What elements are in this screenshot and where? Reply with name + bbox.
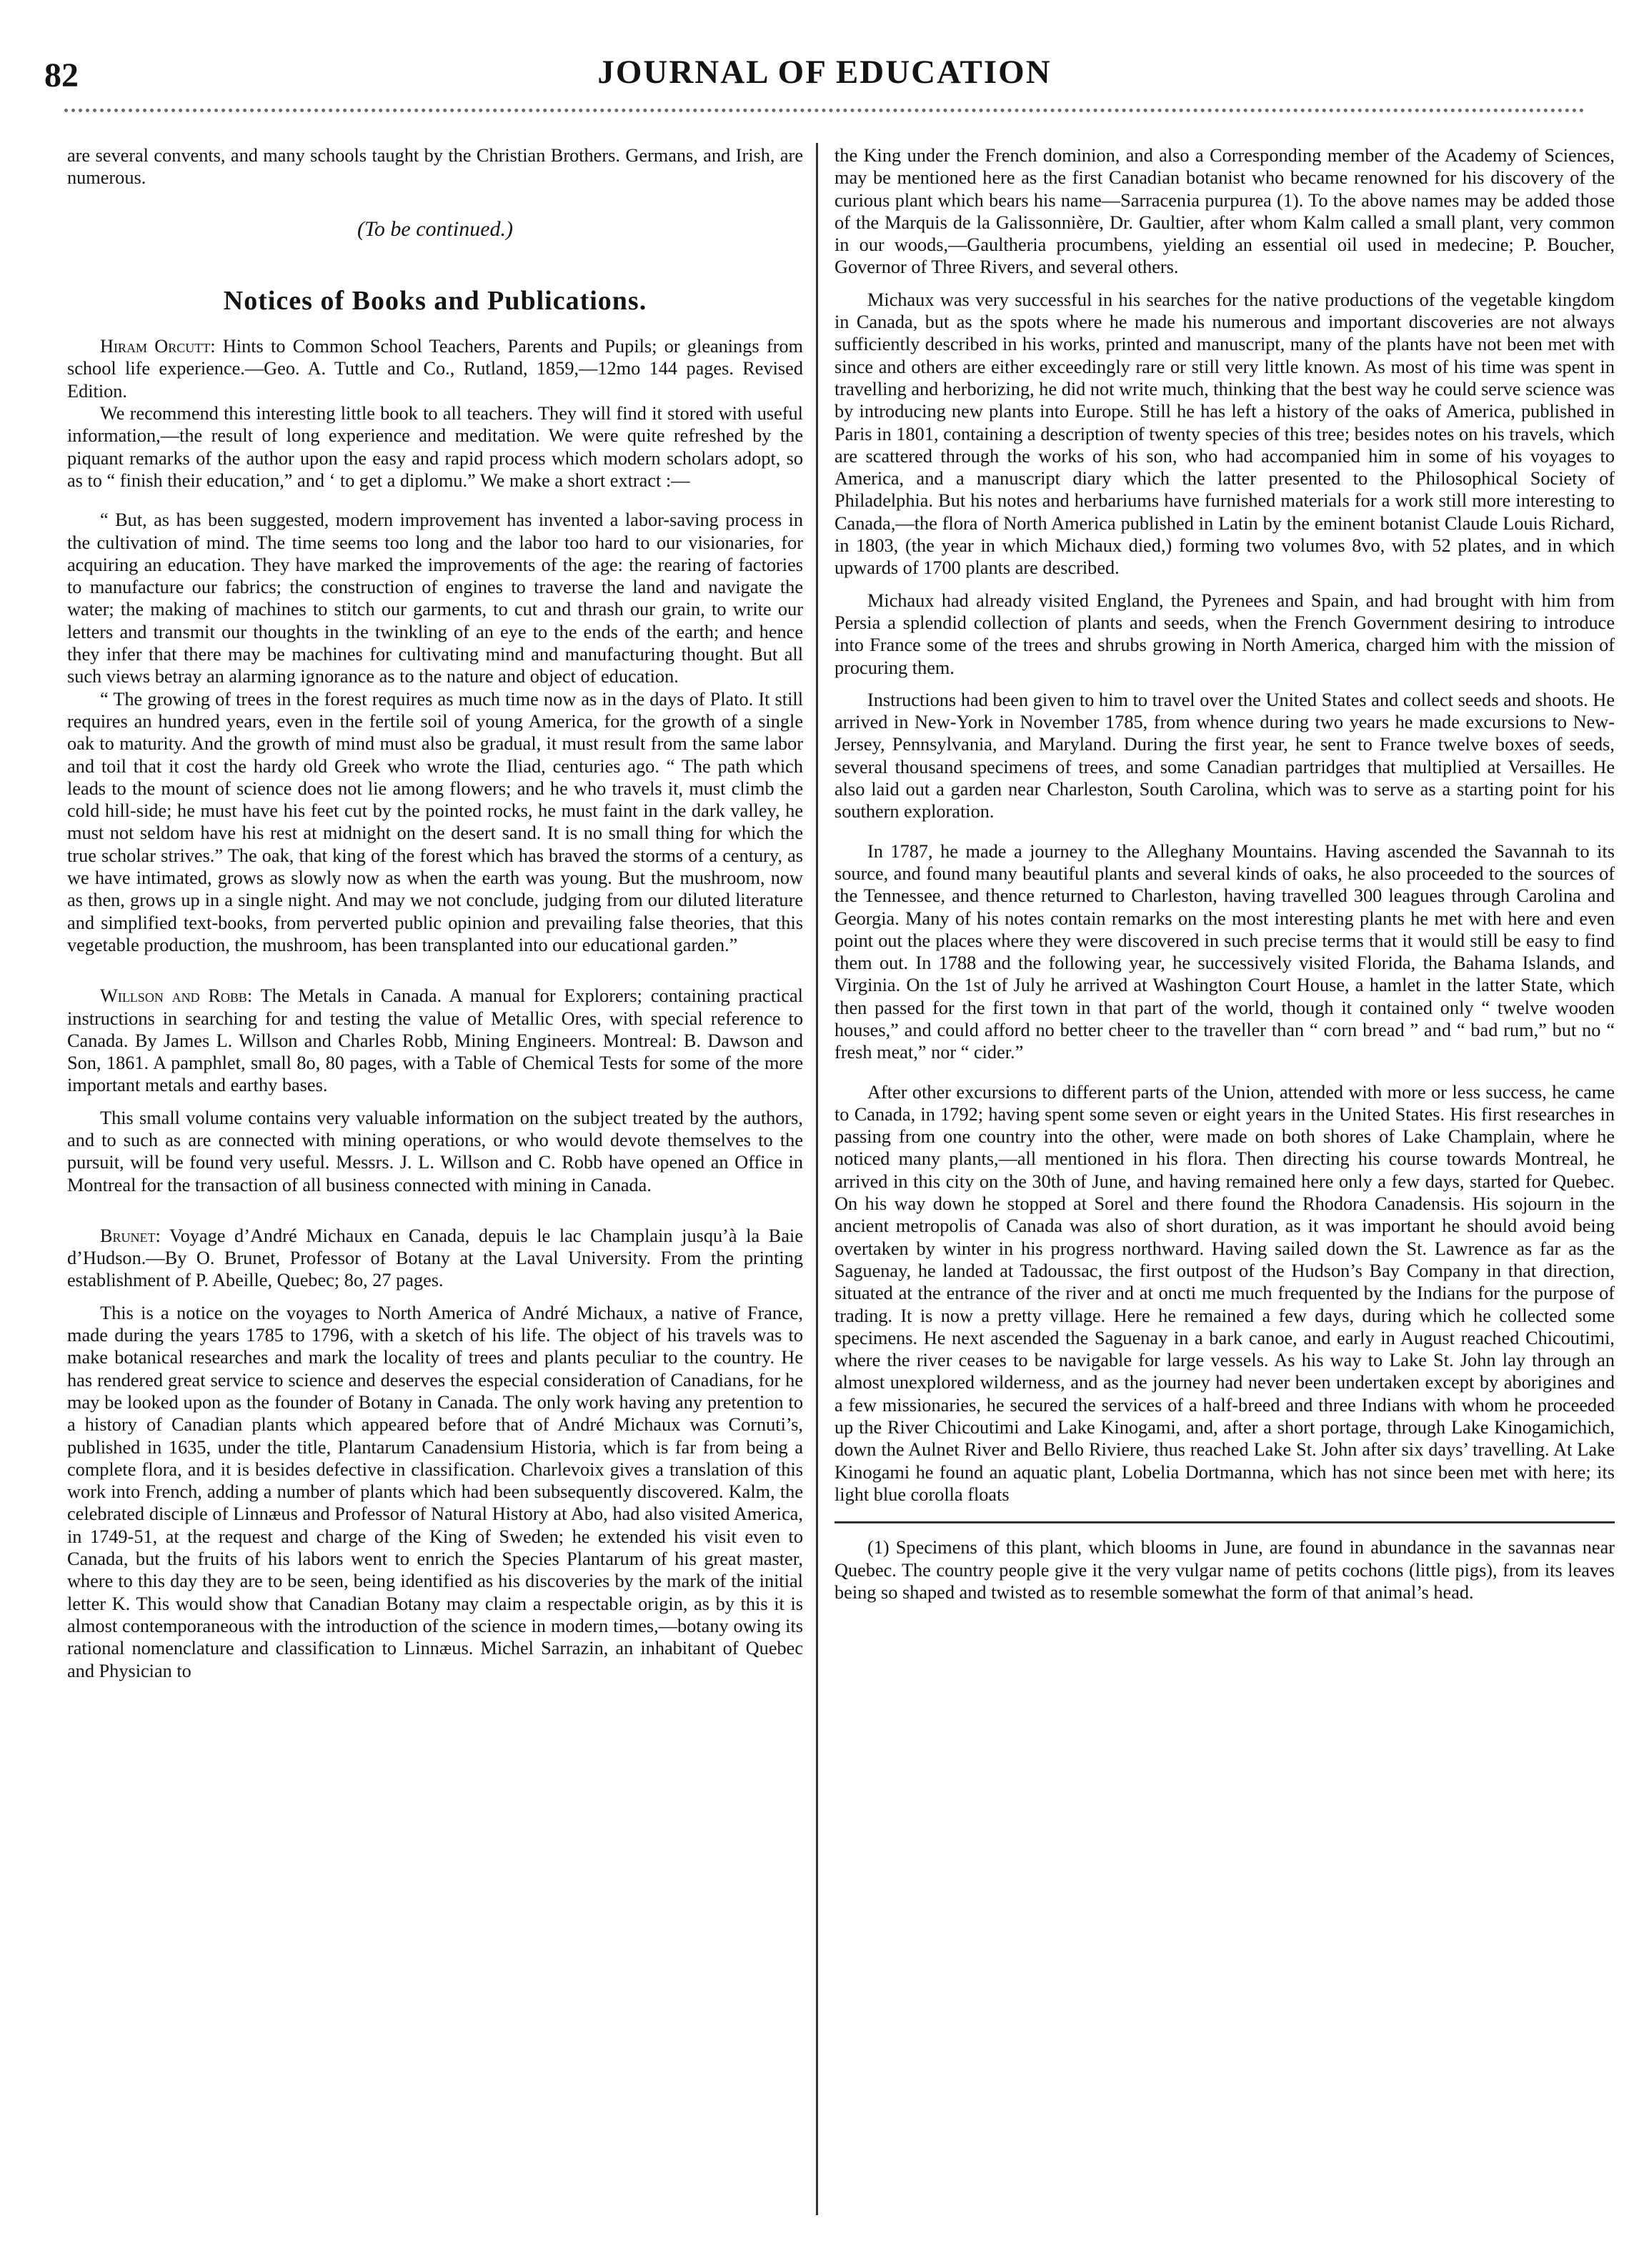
orcutt-entry-text: Hints to Common School Teachers, Parents and Pupils; or gleanings from school life experience.—Geo. A. Tuttle and Co., Rutland, 1859,—12mo 144 pages. Revised Edition. (67, 336, 804, 402)
michaux-paragraph-6: After other excursions to different parts of the Union, attended with more or less success, he came to Canada, in 1792; having spent some seven or eight years in the United States. His first researches in passing from one country into the other, were made on both shores of Lake Champlain, where he noticed many plants,—all mentioned in his flora. Then directing his course towards Montreal, he arrived in this city on the 30th of June, and having remained here only a few days, started for Quebec. On his way down he stopped at Sorel and there found the Rhodora Canadensis. His sojourn in the ancient metropolis of Canada was also of short duration, as it was important he should avoid being overtaken by winter in his progress northward. Having sailed down the St. Lawrence as far as the Saguenay, he landed at Tadoussac, the first outpost of the Hudson’s Bay Company in that direction, situated at the entrance of the river and at oncti me much frequented by the Indians for the purpose of trading. It is now a pretty village. Here he remained a few days, during which he collected some specimens. He next ascended the Saguenay in a bark canoe, and early in August reached Chicoutimi, where the river ceases to be navigable for large vessels. As his way to Lake St. John lay through an almost unexplored wilderness, and as the journey had never been undertaken except by aborigines and a few missionaries, he secured the services of a half-breed and three Indians with whom he proceeded up the River Chicoutimi and Lake Kinogami, and, after a short portage, through Lake Kinogamichich, down the Aulnet River and Bello Riviere, thus reached Lake St. John after six days’ travelling. At Lake Kinogami he found an aquatic plant, Lobelia Dortmanna, which has not since been met with here; its light blue corolla floats (835, 1081, 1615, 1505)
section-heading: Notices of Books and Publications. (223, 285, 647, 316)
orcutt-quote-2: “ The growing of trees in the forest requires as much time now as in the days of Plato. It still requires an hundred years, even in the fertile soil of young America, for the growth of a single oak to maturity. And the growth of mind must also be gradual, it must result from the same labor and toil that it cost the hardy old Greek who wrote the Iliad, centuries ago. “ The path which leads to the mount of science does not lie among flowers; and he who travels it, must climb the cold hill-side; he must have his feet cut by the pointed rocks, he must faint in the dark valley, he must not seldom have his rest at midnight on the desert sand. It is no small thing for which the true scholar strives.” The oak, that king of the forest which has braved the storms of a century, as we have intimated, grows as slowly now as when the earth was young. But the mushroom, now as then, grows up in a single night. And may we not conclude, judging from our diluted literature and simplified text-books, from perverted public opinion and prevailing false theories, that this vegetable production, the mushroom, has been transplanted into our educational garden.” (67, 688, 803, 955)
footnote-rule (835, 1521, 1615, 1523)
running-title: JOURNAL OF EDUCATION (597, 54, 1052, 91)
column-divider (816, 143, 818, 2215)
orcutt-heading: Hiram Orcutt: (100, 336, 216, 357)
to-be-continued: (To be continued.) (357, 217, 514, 241)
willson-review: This small volume contains very valuable information on the subject treated by the authors, and to such as are connected with mining operations, or who would devote themselves to the pursuit, will be found very useful. Messrs. J. L. Willson and C. Robb have opened an Office in Montreal for the transaction of all business connected with mining in Canada. (67, 1107, 803, 1195)
michaux-paragraph-1: the King under the French dominion, and also a Corresponding member of the Academy of Sciences, may be mentioned here as the first Canadian botanist who became renowned for his discovery of the curious plant which bears his name—Sarracenia purpurea (1). To the above names may be added those of the Marquis de la Galissonnière, Dr. Gaultier, after whom Kalm called a small plant, very common in our woods,—Gaultheria procumbens, yielding an essential oil used in medecine; P. Boucher, Governor of Three Rivers, and several others. (835, 145, 1615, 278)
continuation-paragraph: are several convents, and many schools taught by the Christian Brothers. Germans, and Irish, are numerous. (67, 145, 803, 189)
willson-entry-text: The Metals in Canada. A manual for Explorers; containing practical instructions in searching for and testing the value of Metallic Ores, with special reference to Canada. By James L. Willson and Charles Robb, Mining Engineers. Montreal: B. Dawson and Son, 1861. A pamphlet, small 8o, 80 pages, with a Table of Chemical Tests for some of the more important metals and earthy bases. (67, 985, 803, 1096)
page-number: 82 (44, 56, 79, 94)
michaux-paragraph-2: Michaux was very successful in his searches for the native productions of the vegetable kingdom in Canada, but as the spots where he made his numerous and important discoveries are not always sufficiently described in his works, printed and manuscript, many of the plants have not been met with since and others are either exceedingly rare or still very little known. As most of his time was spent in travelling and herborizing, he did not write much, thinking that the best way he could serve science was by introducing new plants into Europe. Still he has left a history of the oaks of America, published in Paris in 1801, containing a description of twenty species of this tree; besides notes on his travels, which are scattered through the works of his son, who had accompanied him in some of his voyages to America, and a manuscript diary which the latter presented to the Philosophical Society of Philadelphia. But his notes and herbariums have furnished materials for a work still more interesting to Canada,—the flora of North America published in Latin by the eminent botanist Claude Louis Richard, in 1803, (the year in which Michaux died,) forming two volumes 8vo, with 52 plates, and in which upwards of 1700 plants are described. (835, 289, 1615, 579)
orcutt-quote-1: “ But, as has been suggested, modern improvement has invented a labor-saving process in the cultivation of mind. The time seems too long and the labor too hard to our visionaries, for acquiring an education. They have marked the improvements of the age: the rearing of factories to manufacture our fabrics; the construction of engines to traverse the land and navigate the water; the making of machines to stitch our garments, to cut and thrash our grain, to write our letters and transmit our thoughts in the twinkling of an eye to the ends of the earth; and hence they infer that there may be machines for cultivating mind and manufacturing thought. But all such views betray an alarming ignorance as to the nature and object of education. (67, 509, 803, 687)
michaux-paragraph-5: In 1787, he made a journey to the Alleghany Mountains. Having ascended the Savannah to its source, and found many beautiful plants and several kinds of oaks, he also proceeded to the sources of the Tennessee, and thence returned to Charleston, having travelled 300 leagues through Carolina and Georgia. Many of his notes contain remarks on the most interesting plants he met with here and even point out the places where they were discovered in such precise terms that it would still be easy to find them out. In 1788 and the following year, he successively visited Florida, the Bahama Islands, and Virginia. On the 1st of July he arrived at Washington Court House, a hamlet in the latter State, which then passed for the first town in that part of the world, though it contained only “ twelve wooden houses,” and could afford no better cheer to the traveller than “ corn bread ” and “ bad rum,” but no “ fresh meat,” nor “ cider.” (835, 840, 1615, 1063)
brunet-entry-text: Voyage d’André Michaux en Canada, depuis le lac Champlain jusqu’à la Baie d’Hudson.—By O. Brunet, Professor of Botany at the Laval University. From the printing establishment of P. Abeille, Quebec; 8o, 27 pages. (67, 1225, 803, 1291)
willson-entry (67, 985, 803, 1096)
willson-heading: Willson and Robb: (100, 985, 253, 1007)
michaux-paragraph-4: Instructions had been given to him to travel over the United States and collect seeds and shoots. He arrived in New-York in November 1785, from whence during two years he made excursions to New-Jersey, Pennsylvania, and Maryland. During the first year, he sent to France twelve boxes of seeds, several thousand specimens of trees, and some Canadian partridges that multiplied at Versailles. He also laid out a garden near Charleston, South Carolina, which was to serve as a starting point for his southern exploration. (835, 689, 1615, 822)
footnote: (1) Specimens of this plant, which blooms in June, are found in abundance in the savannas near Quebec. The country people give it the very vulgar name of petits cochons (little pigs), from its leaves being so shaped and twisted as to resemble somewhat the form of that animal’s head. (835, 1537, 1615, 1603)
orcutt-entry (67, 335, 803, 402)
left-column (67, 144, 803, 1682)
header-rule (64, 109, 1585, 112)
brunet-heading: Brunet: (100, 1225, 161, 1246)
brunet-review: This is a notice on the voyages to North America of André Michaux, a native of France, made during the years 1785 to 1796, with a sketch of his life. The object of his travels was to make botanical researches and mark the locality of trees and plants peculiar to the country. He has rendered great service to science and deserves the especial consideration of Canadians, for he may be looked upon as the founder of Botany in Canada. The only work having any pretention to a history of Canadian plants which appeared before that of André Michaux was Cornuti’s, published in 1635, under the title, Plantarum Canadensium Historia, which is far from being a complete flora, and it is besides defective in classification. Charlevoix gives a translation of this work into French, adding a number of plants which had been subsequently discovered. Kalm, the celebrated disciple of Linnæus and Professor of Natural History at Abo, had also visited America, in 1749-51, at the request and charge of the King of Sweden; he extended his visit even to Canada, but the fruits of his labors went to enrich the Species Plantarum of his great master, where to this day they are to be seen, being identified as his discoveries by the mark of the initial letter K. This would show that Canadian Botany may claim a respectable origin, as by this it is almost contemporaneous with the introduction of the science in modern times,—botany owing its rational nomenclature and classification to Linnæus. Michel Sarrazin, an inhabitant of Quebec and Physician to (67, 1302, 803, 1681)
brunet-entry (67, 1225, 803, 1292)
orcutt-review: We recommend this interesting little book to all teachers. They will find it stored with useful information,—the result of long experience and meditation. We were quite refreshed by the piquant remarks of the author upon the easy and rapid process which modern scholars adopt, so as to “ finish their education,” and ‘ to get a diplomu.” We make a short extract :— (67, 403, 803, 491)
right-column (835, 144, 1615, 1603)
michaux-paragraph-3: Michaux had already visited England, the Pyrenees and Spain, and had brought with him from Persia a splendid collection of plants and seeds, when the French Government desiring to introduce into France some of the trees and shrubs growing in North America, charged him with the mission of procuring them. (835, 590, 1615, 678)
